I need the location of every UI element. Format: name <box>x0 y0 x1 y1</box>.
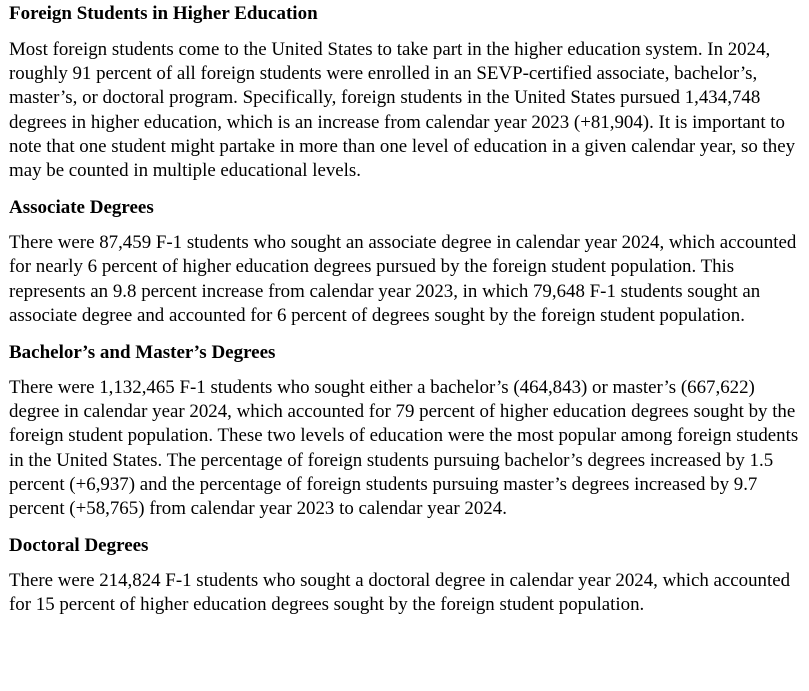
section-body-doctoral-degrees: There were 214,824 F-1 students who sought a doctoral degree in calendar year 2024, which accounted for 15 percent of higher education degrees sought by the foreign student population. <box>9 570 791 616</box>
section-body-bachelors-masters: There were 1,132,465 F-1 students who sought either a bachelor’s (464,843) or master’s (667,622) degree in calendar year 2024, which accounted for 79 percent of higher education degrees sought by the foreign student population. These two levels of education were the most popular among foreign students in the United States. The percentage of foreign students pursuing bachelor’s degrees increased by 1.5 percent (+6,937) and the percentage of foreign students pursuing master’s degrees increased by 9.7 percent (+58,765) from calendar year 2023 to calendar year 2024. <box>9 377 799 520</box>
section-heading-doctoral-degrees: Doctoral Degrees <box>9 535 149 557</box>
section-body-foreign-students: Most foreign students come to the United States to take part in the higher education system. In 2024, roughly 91 percent of all foreign students were enrolled in an SEVP-certified associate, bachelor’s, master’s, or doctoral program. Specifically, foreign students in the United States pursued 1,434,748 degrees in higher education, which is an increase from calendar year 2023 (+81,904). It is important to note that one student might partake in more than one level of education in a given calendar year, so they may be counted in multiple educational levels. <box>9 39 796 182</box>
section-heading-bachelors-masters: Bachelor’s and Master’s Degrees <box>9 342 276 364</box>
section-heading-associate-degrees: Associate Degrees <box>9 197 154 219</box>
section-body-associate-degrees: There were 87,459 F-1 students who sought an associate degree in calendar year 2024, which accounted for nearly 6 percent of higher education degrees pursued by the foreign student population. This represents an 9.8 percent increase from calendar year 2023, in which 79,648 F-1 students sought an associate degree and accounted for 6 percent of degrees sought by the foreign student population. <box>9 232 797 326</box>
section-heading-foreign-students: Foreign Students in Higher Education <box>9 3 318 24</box>
